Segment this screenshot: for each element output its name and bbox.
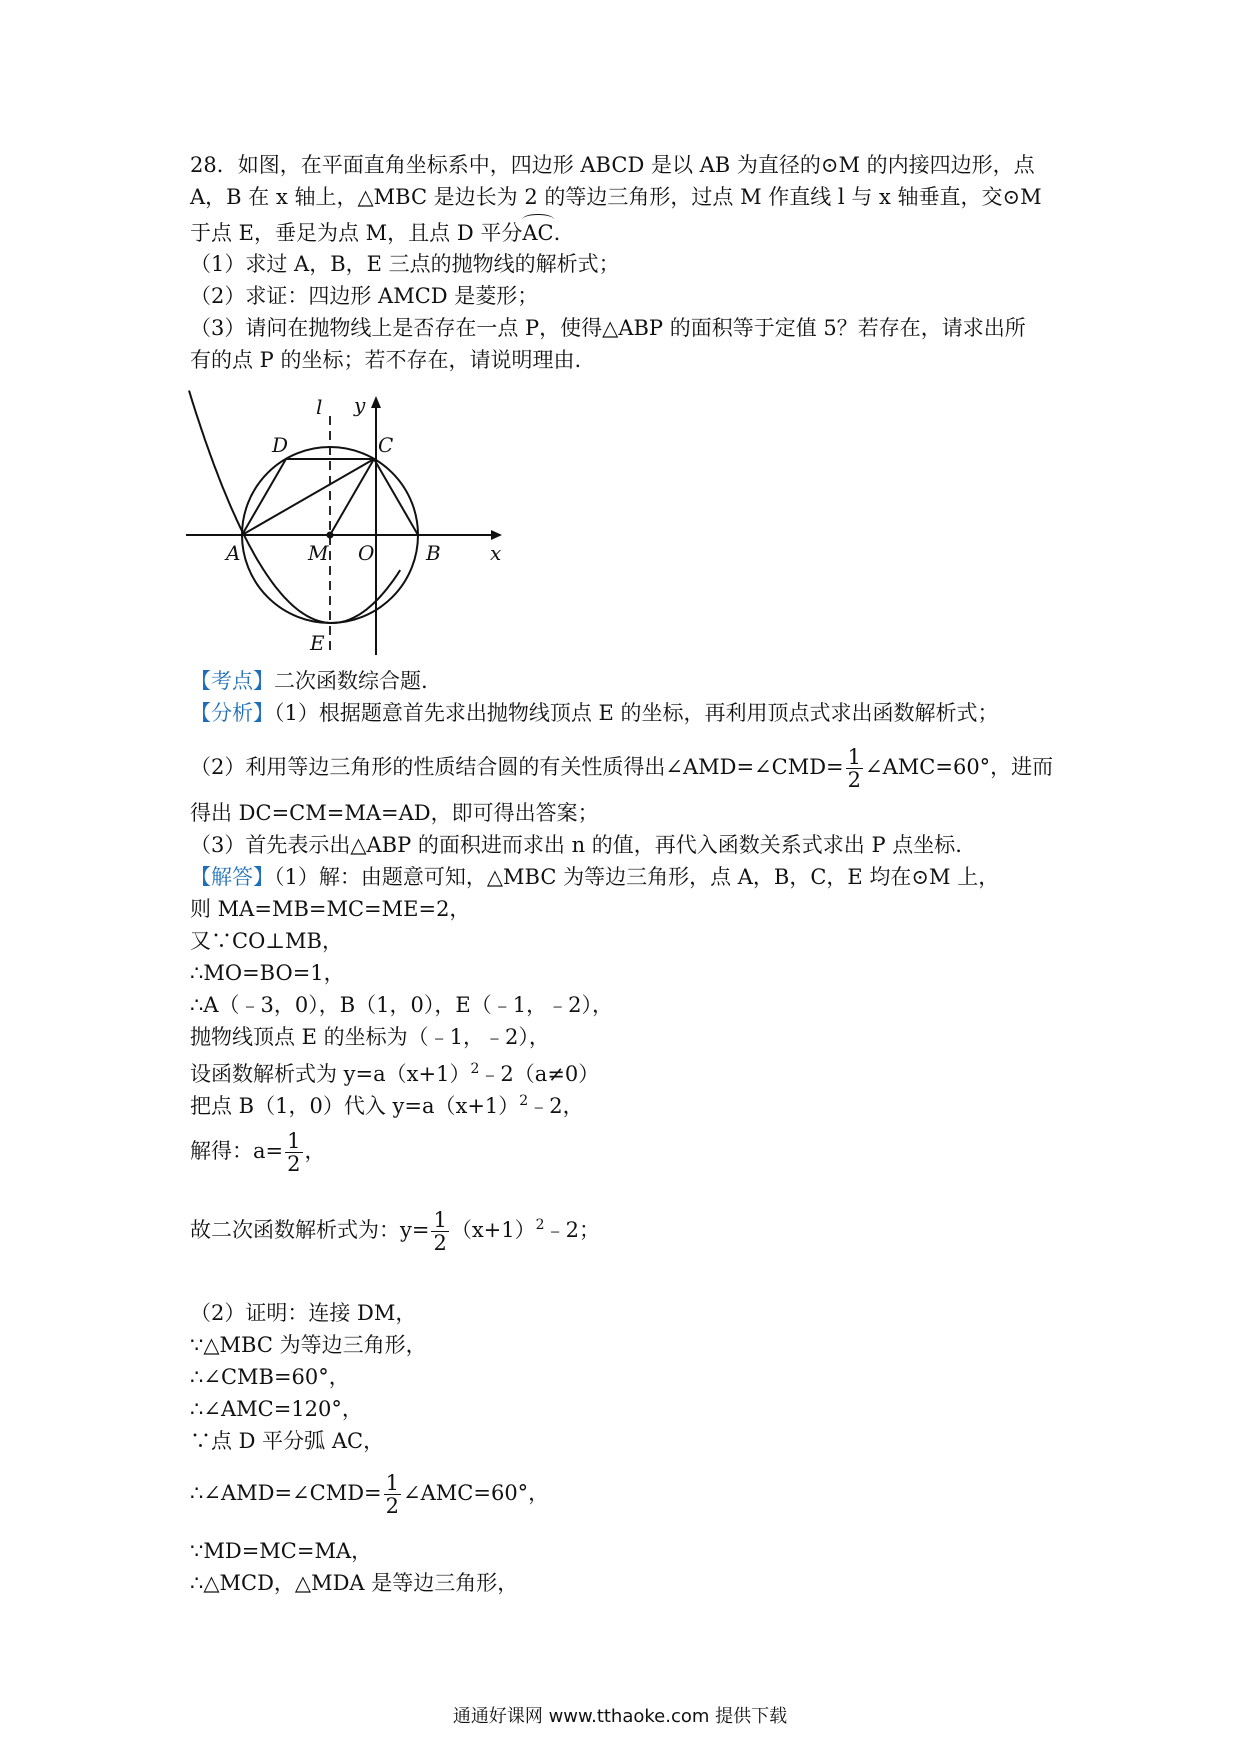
proof-text-6b: ∠AMC=60°， <box>403 1481 550 1505</box>
proof-line-1: （2）证明：连接 DM， <box>190 1301 417 1325</box>
solution-text-10b: （x+1） <box>450 1218 536 1242</box>
solution-text-8b: ﹣2， <box>528 1094 584 1118</box>
label-o: O <box>358 541 375 565</box>
solution-line-3: 又∵CO⊥MB， <box>190 929 343 953</box>
question-3a: （3）请问在抛物线上是否存在一点 P，使得△ABP 的面积等于定值 5？若存在，请求出所 <box>190 316 1026 340</box>
fenxi-line-2 <box>190 742 1053 792</box>
solution-line-1 <box>190 864 999 890</box>
label-d: D <box>272 433 289 457</box>
question-2: （2）求证：四边形 AMCD 是菱形； <box>190 284 539 308</box>
solution-text-7a: 设函数解析式为 y=a（x+1） <box>190 1062 471 1086</box>
jieda-tag: 【解答】 <box>190 865 274 889</box>
fenxi-text-2b: ∠AMC=60°，进而 <box>865 755 1054 779</box>
frac-den: 2 <box>287 1152 301 1176</box>
solution-line-5: ∴A（﹣3，0），B（1，0），E（﹣1，﹣2）， <box>190 993 613 1017</box>
label-b: B <box>426 541 441 565</box>
arc-ac: AC <box>522 216 553 246</box>
label-m: M <box>308 541 329 565</box>
label-y: y <box>354 393 366 417</box>
fraction-half <box>285 1130 302 1175</box>
figure-svg <box>186 390 516 660</box>
proof-line-2: ∵△MBC 为等边三角形， <box>190 1333 427 1357</box>
label-x: x <box>490 541 502 565</box>
frac-den: 2 <box>847 768 862 792</box>
frac-num: 1 <box>287 1129 301 1153</box>
solution-text-8a: 把点 B（1，0）代入 y=a（x+1） <box>190 1094 520 1118</box>
question-3b: 有的点 P 的坐标；若不存在，请说明理由. <box>190 348 582 372</box>
fraction-half <box>846 746 863 791</box>
y-axis-arrow <box>371 396 381 408</box>
problem-line-2: A，B 在 x 轴上，△MBC 是边长为 2 的等边三角形，过点 M 作直线 l 与 x 轴垂直，交⊙M <box>190 185 1042 209</box>
kaodian-line <box>190 668 428 694</box>
label-a: A <box>226 541 241 565</box>
label-e: E <box>310 631 325 655</box>
label-c: C <box>378 433 394 457</box>
solution-line-4: ∴MO=BO=1， <box>190 961 345 985</box>
frac-num: 1 <box>385 1471 400 1495</box>
exponent: 2 <box>470 1061 480 1077</box>
frac-den: 2 <box>433 1231 447 1255</box>
solution-text-7b: ﹣2（a≠0） <box>479 1062 600 1086</box>
fenxi-line-1 <box>190 700 999 726</box>
solution-line-8 <box>190 1088 584 1119</box>
frac-den: 2 <box>385 1494 400 1518</box>
solution-text-9b: ， <box>304 1139 326 1163</box>
proof-line-5: ∵点 D 平分弧 AC， <box>190 1429 385 1453</box>
fenxi-line-4: （3）首先表示出△ABP 的面积进而求出 n 的值，再代入函数关系式求出 P 点坐标. <box>190 833 962 857</box>
fenxi-text-1: （1）根据题意首先求出抛物线顶点 E 的坐标，再利用顶点式求出函数解析式； <box>274 701 999 725</box>
proof-text-6a: ∴∠AMD=∠CMD= <box>190 1481 382 1505</box>
parabola <box>189 391 400 623</box>
x-axis-arrow <box>491 530 502 540</box>
exponent: 2 <box>535 1217 545 1233</box>
proof-line-7: ∵MD=MC=MA， <box>190 1539 373 1563</box>
proof-line-4: ∴∠AMC=120°， <box>190 1397 363 1421</box>
label-l: l <box>316 395 323 419</box>
solution-line-7 <box>190 1056 599 1087</box>
problem-line-1: 28．如图，在平面直角坐标系中，四边形 ABCD 是以 AB 为直径的⊙M 的内接四边形，点 <box>190 153 1035 177</box>
proof-line-6 <box>190 1468 549 1518</box>
solution-text-1: （1）解：由题意可知，△MBC 为等边三角形，点 A，B，C，E 均在⊙M 上， <box>274 865 1000 889</box>
solution-text-10c: ﹣2； <box>544 1218 600 1242</box>
kaodian-tag: 【考点】 <box>190 669 274 693</box>
problem-line-3-end: . <box>553 221 561 245</box>
page-footer: 通通好课网 www.tthaoke.com 提供下载 <box>452 1706 788 1727</box>
geometry-figure <box>186 390 516 664</box>
fenxi-tag: 【分析】 <box>190 701 274 725</box>
fraction-half <box>431 1209 448 1254</box>
problem-line-3-text: 于点 E，垂足为点 M，且点 D 平分 <box>190 221 523 245</box>
solution-text-9a: 解得：a= <box>190 1139 284 1163</box>
problem-line-3 <box>190 216 560 246</box>
kaodian-text: 二次函数综合题. <box>274 669 428 693</box>
exponent: 2 <box>519 1093 529 1109</box>
proof-line-3: ∴∠CMB=60°， <box>190 1365 350 1389</box>
solution-text-10a: 故二次函数解析式为：y= <box>190 1218 430 1242</box>
proof-line-8: ∴△MCD，△MDA 是等边三角形， <box>190 1571 519 1595</box>
solution-line-9 <box>190 1126 326 1176</box>
frac-num: 1 <box>847 745 862 769</box>
segment-ac <box>242 459 374 535</box>
fenxi-line-3: 得出 DC=CM=MA=AD，即可得出答案； <box>190 801 599 825</box>
point-m <box>327 532 334 539</box>
solution-line-10 <box>190 1200 600 1255</box>
question-1: （1）求过 A，B，E 三点的抛物线的解析式； <box>190 252 620 276</box>
solution-line-6: 抛物线顶点 E 的坐标为（﹣1，﹣2）， <box>190 1025 550 1049</box>
fenxi-text-2a: （2）利用等边三角形的性质结合圆的有关性质得出∠AMD=∠CMD= <box>190 755 844 779</box>
frac-num: 1 <box>433 1208 447 1232</box>
segment-mc <box>330 459 374 535</box>
fraction-half <box>384 1472 401 1517</box>
solution-line-2: 则 MA=MB=MC=ME=2， <box>190 897 471 921</box>
